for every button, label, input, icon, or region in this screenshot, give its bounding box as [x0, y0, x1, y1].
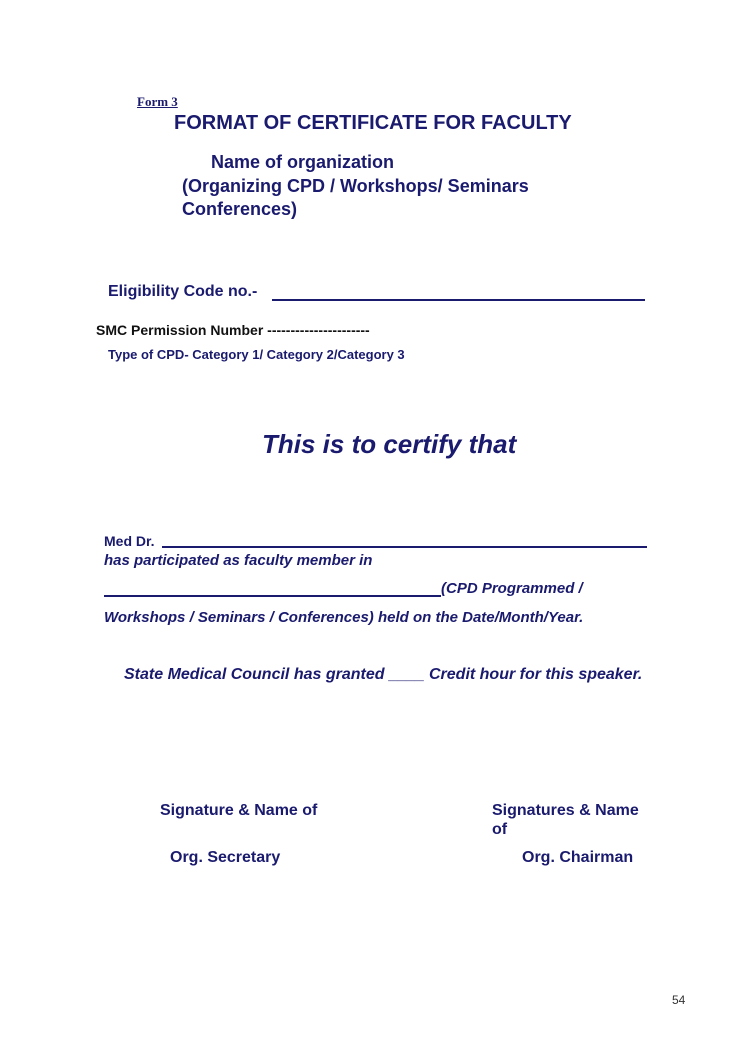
med-dr-blank-line — [162, 546, 647, 548]
chairman-signature-label-cont: of — [492, 821, 508, 838]
med-dr-label: Med Dr. — [104, 533, 155, 549]
eligibility-code-label: Eligibility Code no.- — [108, 283, 258, 300]
chairman-title: Org. Chairman — [522, 849, 634, 866]
chairman-signature-label: Signatures & Name — [492, 802, 639, 819]
participated-text: has participated as faculty member in — [104, 552, 373, 569]
cpd-programmed-text: (CPD Programmed / — [441, 580, 583, 597]
certify-heading: This is to certify that — [262, 429, 517, 459]
credit-hour-text: State Medical Council has granted ____ Credit hour for this speaker. — [124, 666, 643, 683]
secretary-signature-label: Signature & Name of — [160, 802, 318, 819]
smc-permission-number: SMC Permission Number ---------------------- — [96, 322, 370, 338]
cpd-type-line: Type of CPD- Category 1/ Category 2/Category 3 — [108, 347, 405, 362]
eligibility-code-blank-line — [272, 299, 645, 301]
organization-type-line-2: Conferences) — [182, 199, 298, 219]
program-name-blank-line — [104, 595, 441, 597]
form-label: Form 3 — [137, 94, 178, 109]
organization-type-line: (Organizing CPD / Workshops/ Seminars — [182, 176, 529, 196]
organization-name-line: Name of organization — [211, 152, 395, 172]
workshops-date-text: Workshops / Seminars / Conferences) held on the Date/Month/Year. — [104, 609, 584, 626]
certificate-title: FORMAT OF CERTIFICATE FOR FACULTY — [174, 112, 572, 134]
page-number: 54 — [672, 993, 686, 1007]
secretary-title: Org. Secretary — [170, 849, 281, 866]
